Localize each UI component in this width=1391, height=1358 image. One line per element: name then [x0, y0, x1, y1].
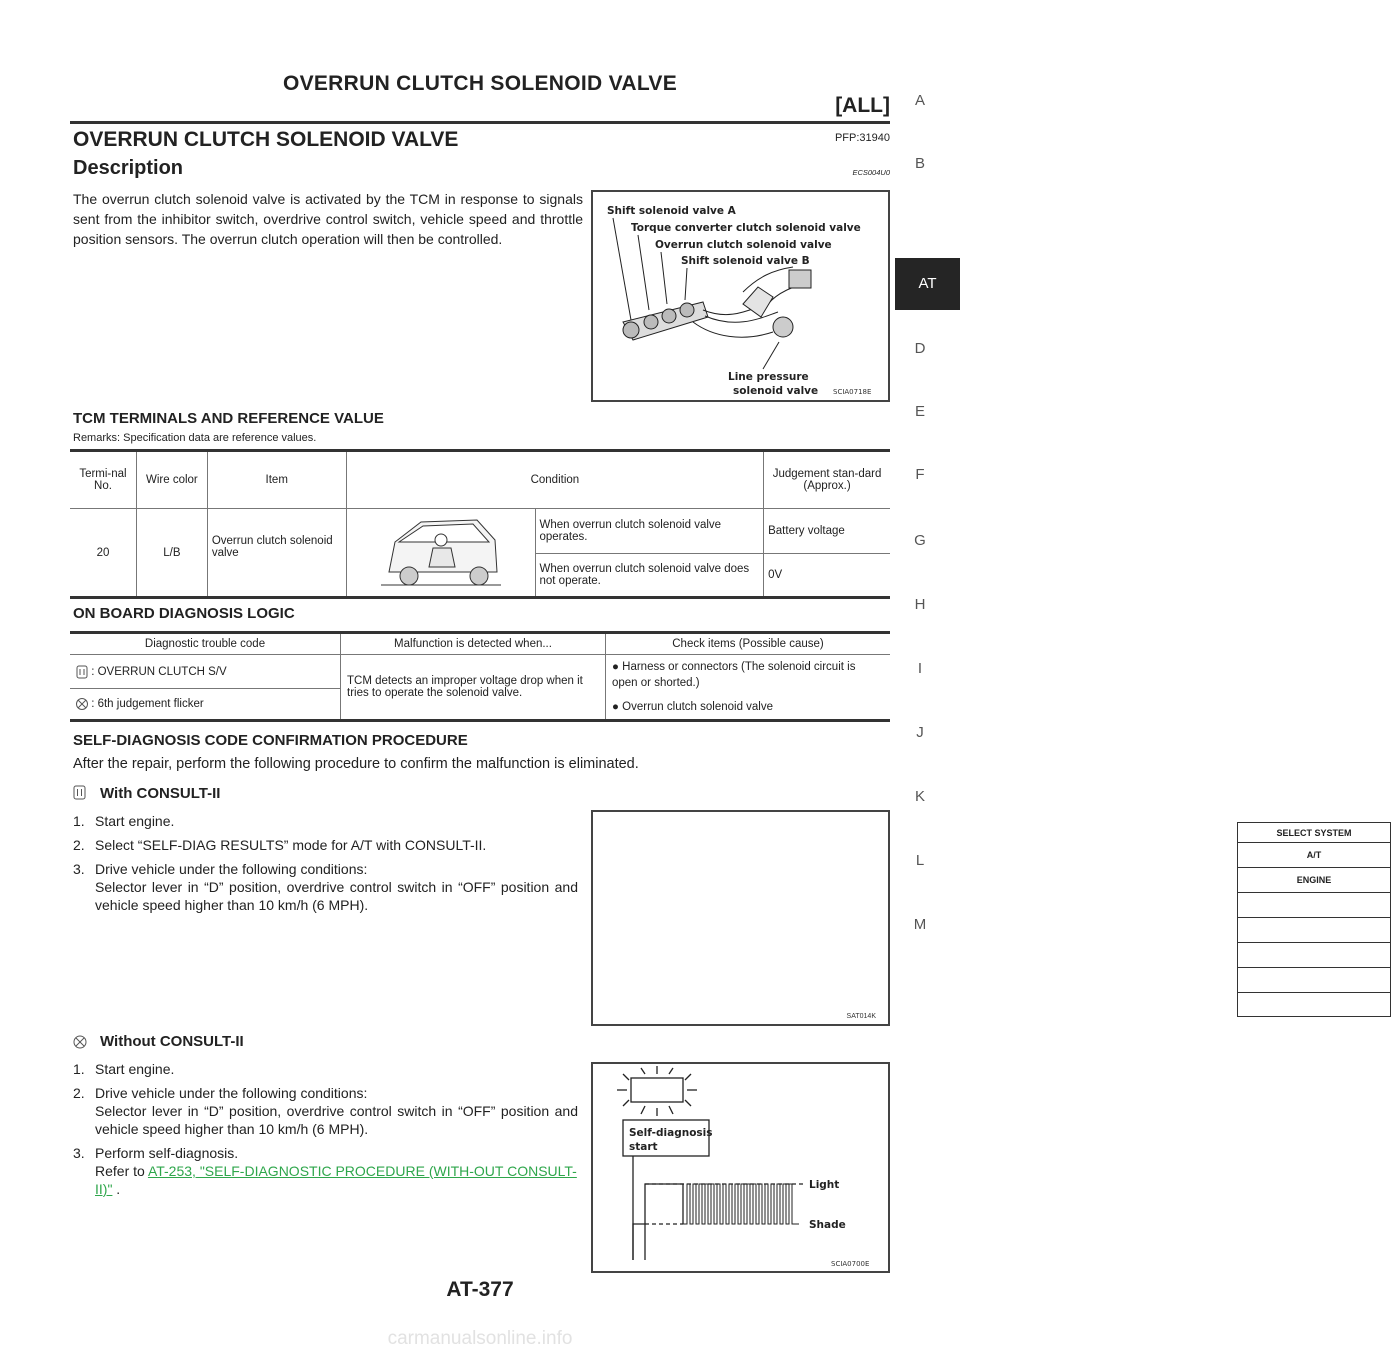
- cell-cond-1: When overrun clutch solenoid valve operates.: [535, 509, 764, 554]
- cell-item: Overrun clutch solenoid valve: [207, 509, 346, 598]
- th-terminal: Termi-nal No.: [70, 451, 136, 509]
- cell-check: [606, 655, 891, 721]
- side-index-k[interactable]: K: [914, 788, 925, 805]
- pulse-train: [683, 1184, 799, 1224]
- fig3-box-label-2: start: [629, 1141, 658, 1153]
- dtc-flicker-text: : 6th judgement flicker: [91, 698, 204, 711]
- side-index-b[interactable]: B: [914, 155, 925, 172]
- side-index-l[interactable]: L: [915, 852, 925, 869]
- th-detected: Malfunction is detected when...: [341, 633, 606, 655]
- section-title: OVERRUN CLUTCH SOLENOID VALVE: [73, 128, 459, 151]
- header-rule: [70, 121, 890, 124]
- cell-dtc-consult: [70, 655, 341, 689]
- description-title: Description: [73, 157, 184, 179]
- dtc-consult-text: : OVERRUN CLUTCH S/V: [91, 665, 227, 678]
- th-condition: Condition: [346, 451, 763, 509]
- th-dtc: Diagnostic trouble code: [70, 633, 341, 655]
- self-diag-procedure-link[interactable]: AT-253, "SELF-DIAGNOSTIC PROCEDURE (WITH-OUT CONSULT-II)": [95, 1163, 577, 1197]
- cell-detected: TCM detects an improper voltage drop when it tries to operate the solenoid valve.: [341, 655, 606, 721]
- obd-logic-table: [70, 631, 890, 722]
- label-line-pressure: Line pressure: [728, 371, 809, 383]
- side-index-h[interactable]: H: [914, 596, 926, 613]
- without-consult-title: Without CONSULT-II: [100, 1033, 244, 1050]
- cell-wire: L/B: [136, 509, 207, 598]
- fig3-light-label: Light: [809, 1179, 840, 1191]
- consult-icon: [73, 785, 87, 801]
- check-item-2: ● Overrun clutch solenoid valve: [612, 701, 774, 713]
- obd-title: ON BOARD DIAGNOSIS LOGIC: [73, 605, 295, 622]
- select-system-empty-3: [1237, 943, 1391, 968]
- without-consult-steps: [73, 1060, 578, 1204]
- solenoid-valve-figure: [591, 190, 890, 402]
- label-overrun: Overrun clutch solenoid valve: [655, 239, 832, 251]
- fig3-id: SCIA0700E: [831, 1260, 870, 1268]
- fig2-id: SAT014K: [846, 1013, 876, 1020]
- side-index-m[interactable]: M: [913, 916, 927, 933]
- select-system-empty-1: [1237, 893, 1391, 918]
- without-step-1: 1. Start engine.: [73, 1061, 175, 1077]
- th-item: Item: [207, 451, 346, 509]
- label-shift-b: Shift solenoid valve B: [681, 255, 810, 267]
- pfp-code: PFP:31940: [834, 132, 890, 144]
- cell-val-2: 0V: [764, 553, 890, 598]
- self-diagnosis-diagram: [593, 1064, 888, 1271]
- description-text: The overrun clutch solenoid valve is activated by the TCM in response to signals sent from the inhibitor switch, overdrive control switch, vehicle speed and throttle position sensors. The overrun clutch operation will then be controlled.: [73, 191, 583, 247]
- consult-icon: [76, 665, 88, 679]
- label-line-pressure-2: solenoid valve: [733, 385, 819, 397]
- side-index-a[interactable]: A: [914, 92, 925, 109]
- side-index-g[interactable]: G: [914, 532, 926, 549]
- self-diagnosis-figure: [591, 1062, 890, 1273]
- select-system-empty-5: [1237, 993, 1391, 1017]
- side-index-d[interactable]: D: [914, 340, 926, 357]
- description-code: ECS004U0: [852, 168, 890, 177]
- select-system-at[interactable]: A/T: [1237, 843, 1391, 868]
- with-consult-steps: [73, 812, 578, 920]
- with-step-3: 3. Drive vehicle under the following conditions: Selector lever in “D” position, overdrive control switch in “OFF” position and vehicle speed higher than 10 km/h (6 MPH).: [73, 861, 578, 913]
- select-system-header: SELECT SYSTEM: [1237, 822, 1391, 843]
- with-step-2: 2. Select “SELF-DIAG RESULTS” mode for A/T with CONSULT-II.: [73, 837, 487, 853]
- label-tcc: Torque converter clutch solenoid valve: [631, 222, 861, 234]
- cell-terminal: 20: [70, 509, 136, 598]
- th-judgement: Judgement stan-dard (Approx.): [764, 451, 890, 509]
- watermark: carmanualsonline.info: [387, 1328, 573, 1349]
- page-header-title: OVERRUN CLUTCH SOLENOID VALVE: [282, 72, 678, 95]
- refer-prefix: Refer to: [95, 1163, 145, 1179]
- fig3-shade-label: Shade: [809, 1219, 846, 1231]
- side-index-j[interactable]: J: [916, 724, 924, 741]
- select-system-empty-4: [1237, 968, 1391, 993]
- select-system-engine[interactable]: ENGINE: [1237, 868, 1391, 893]
- no-tools-icon: [76, 697, 88, 711]
- side-tab-at[interactable]: AT: [895, 258, 960, 310]
- without-step-2: 2. Drive vehicle under the following conditions: Selector lever in “D” position, overdrive control switch in “OFF” position and vehicle speed higher than 10 km/h (6 MPH).: [73, 1085, 578, 1137]
- fig1-id: SCIA0718E: [833, 388, 872, 396]
- side-index-f[interactable]: F: [915, 466, 925, 483]
- solenoid-valve-diagram: [593, 192, 888, 400]
- cell-cond-2: When overrun clutch solenoid valve does not operate.: [535, 553, 764, 598]
- side-index-i[interactable]: I: [917, 660, 923, 677]
- sdcp-title: SELF-DIAGNOSIS CODE CONFIRMATION PROCEDURE: [73, 732, 468, 749]
- label-shift-a: Shift solenoid valve A: [607, 205, 736, 217]
- tcm-title: TCM TERMINALS AND REFERENCE VALUE: [73, 410, 384, 427]
- th-wire: Wire color: [136, 451, 207, 509]
- select-system-empty-2: [1237, 918, 1391, 943]
- cell-val-1: Battery voltage: [764, 509, 890, 554]
- side-index-e[interactable]: E: [914, 403, 925, 420]
- page-number: AT-377: [446, 1278, 514, 1301]
- sdcp-intro: After the repair, perform the following procedure to confirm the malfunction is eliminated.: [73, 756, 639, 772]
- car-icon-cell: [346, 509, 535, 598]
- with-consult-title: With CONSULT-II: [100, 785, 221, 802]
- th-check: Check items (Possible cause): [606, 633, 891, 655]
- cell-dtc-flicker: [70, 689, 341, 721]
- tcm-terminals-table: [70, 449, 890, 599]
- select-system-figure: [591, 810, 1352, 1026]
- tcm-remark: Remarks: Specification data are reference values.: [73, 432, 317, 444]
- with-step-1: 1. Start engine.: [73, 813, 175, 829]
- driver-car-icon: [381, 512, 501, 590]
- fig3-box-label-1: Self-diagnosis: [629, 1127, 713, 1139]
- check-item-1: ● Harness or connectors (The solenoid circuit is open or shorted.): [612, 661, 856, 689]
- no-tools-icon: [73, 1034, 87, 1050]
- page-header-subtitle: [ALL]: [835, 94, 890, 117]
- without-step-3: 3. Perform self-diagnosis. Refer to AT-253, "SELF-DIAGNOSTIC PROCEDURE (WITH-OUT CONSULT-II)" .: [73, 1145, 577, 1197]
